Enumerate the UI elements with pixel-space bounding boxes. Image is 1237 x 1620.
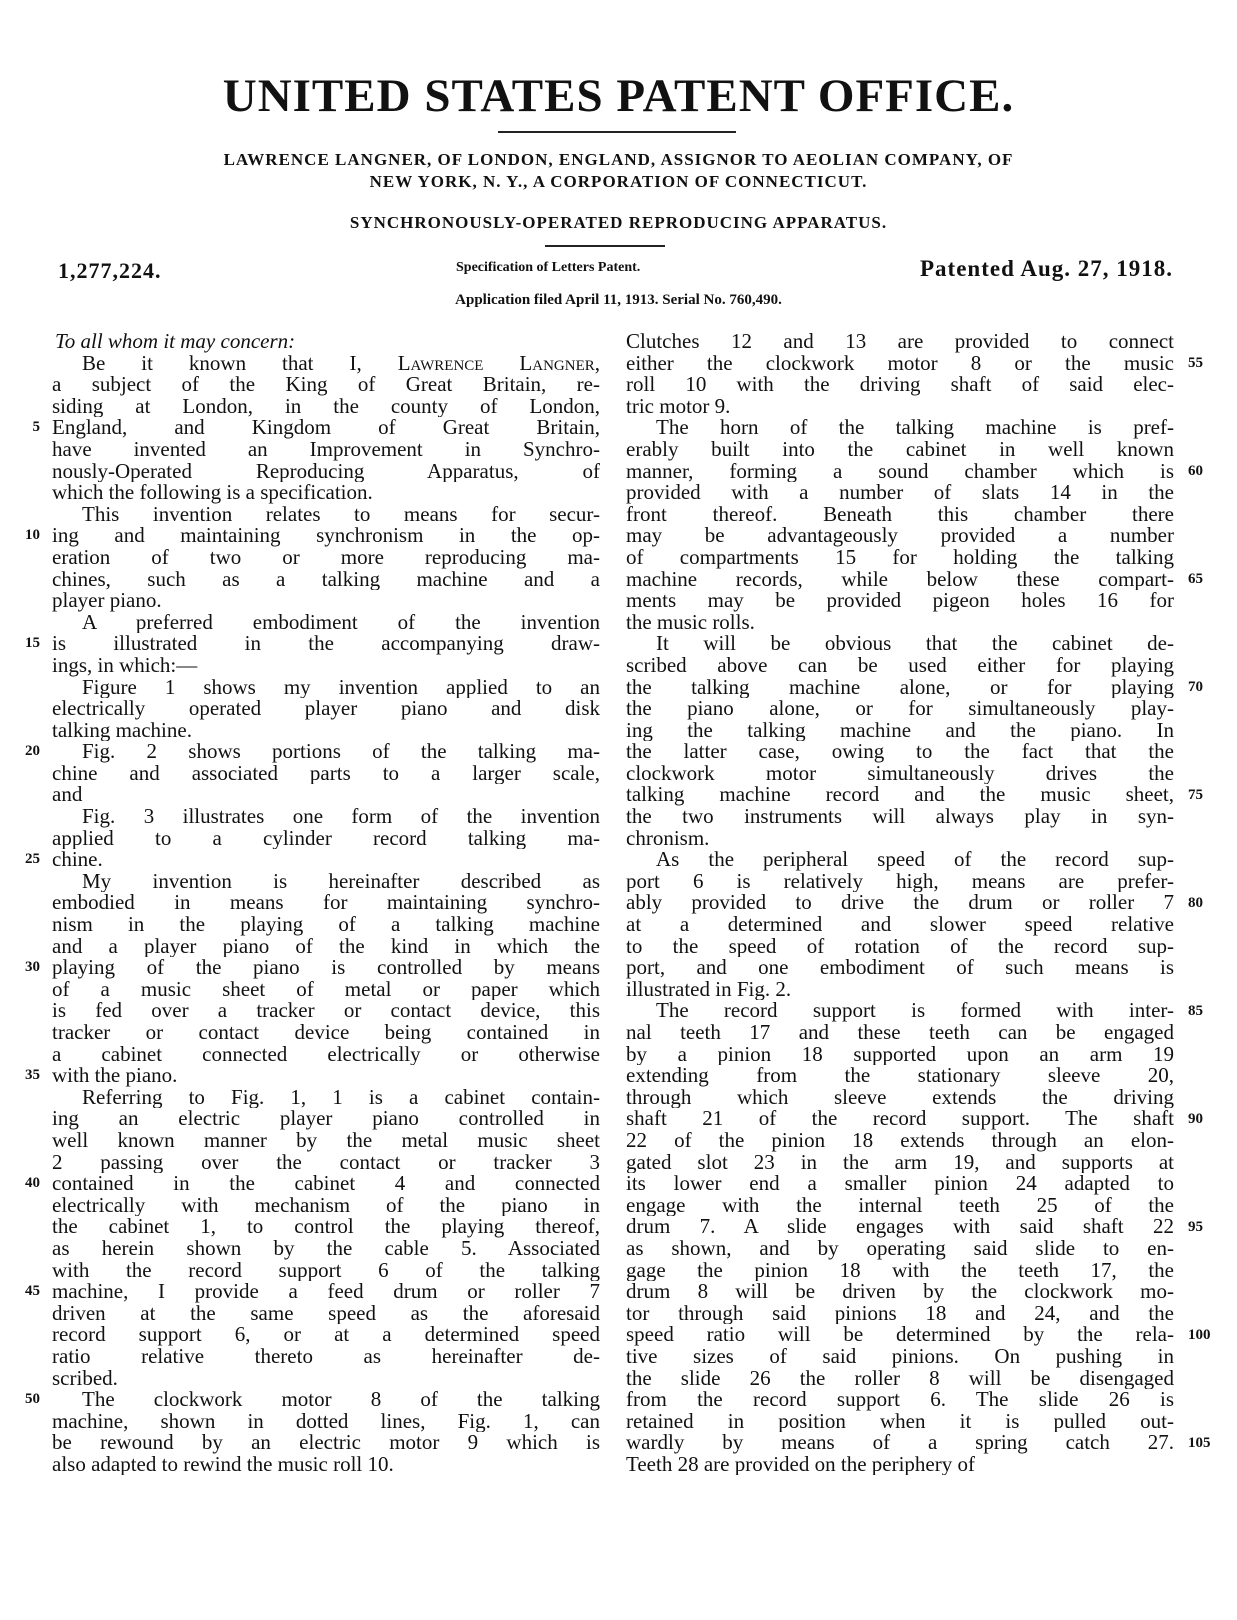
text-line: nal teeth 17 and these teeth can be engaged	[626, 1022, 1174, 1044]
line-number: 35	[25, 1067, 40, 1084]
text-line: illustrated in Fig. 2.	[626, 978, 792, 1001]
assignor-block	[60, 149, 1177, 193]
text-line: embodied in means for maintaining synchro-	[52, 892, 600, 915]
text-line: which the following is a specification.	[52, 482, 373, 504]
text-line: of a music sheet of metal or paper which	[52, 978, 600, 1001]
title-rule	[498, 131, 736, 133]
text-line: chines, such as a talking machine and a	[52, 568, 600, 591]
text-line: the talking machine alone, or for playing	[626, 676, 1174, 699]
text-line: the cabinet 1, to control the playing thereof,	[52, 1216, 600, 1238]
text-line: gated slot 23 in the arm 19, and supports at	[626, 1151, 1174, 1174]
text-line: applied to a cylinder record talking ma-	[52, 827, 600, 850]
text-line: have invented an Improvement in Synchro-	[52, 438, 600, 461]
text-line: shaft 21 of the record support. The shaft	[626, 1108, 1174, 1130]
text-line: Fig. 2 shows portions of the talking ma-	[82, 741, 600, 763]
specification-label: Specification of Letters Patent.	[456, 260, 641, 275]
text-line: tor through said pinions 18 and 24, and the	[626, 1302, 1174, 1325]
text-line: talking machine.	[52, 719, 192, 742]
text-line: machine, I provide a feed drum or roller 7	[52, 1281, 600, 1303]
text-line: The horn of the talking machine is pref-	[656, 417, 1174, 439]
text-line: either the clockwork motor 8 or the music	[626, 352, 1174, 375]
text-line: is illustrated in the accompanying draw-	[52, 633, 600, 655]
text-line: at a determined and slower speed relative	[626, 914, 1174, 936]
text-line: ing and maintaining synchronism in the op-	[52, 525, 600, 547]
text-line: its lower end a smaller pinion 24 adapted to	[626, 1173, 1174, 1195]
text-line: drum 7. A slide engages with said shaft 22	[626, 1216, 1174, 1238]
text-line: extending from the stationary sleeve 20,	[626, 1065, 1174, 1087]
line-number: 25	[25, 851, 40, 868]
text-line: contained in the cabinet 4 and connected	[52, 1173, 600, 1195]
text-line: a subject of the King of Great Britain, re-	[52, 374, 600, 396]
text-line: It will be obvious that the cabinet de-	[656, 633, 1174, 655]
text-line: This invention relates to means for secur-	[82, 503, 600, 526]
text-line: the slide 26 the roller 8 will be disengaged	[626, 1367, 1174, 1390]
text-line: to the speed of rotation of the record sup-	[626, 935, 1174, 958]
text-line: the piano alone, or for simultaneously play-	[626, 698, 1174, 720]
text-line: Referring to Fig. 1, 1 is a cabinet contain-	[82, 1086, 600, 1109]
text-line: eration of two or more reproducing ma-	[52, 546, 600, 569]
line-number: 5	[32, 419, 40, 436]
text-line: and a player piano of the kind in which the	[52, 935, 600, 958]
text-line: Be it known that I, Lawrence Langner,	[82, 352, 600, 375]
text-line: of compartments 15 for holding the talking	[626, 546, 1174, 569]
text-line: drum 8 will be driven by the clockwork mo-	[626, 1281, 1174, 1303]
text-line: talking machine record and the music sheet,	[626, 784, 1174, 807]
right-text-column	[626, 331, 1174, 1475]
text-line: Fig. 3 illustrates one form of the invention	[82, 806, 600, 828]
inventor-name: Lawrence Langner	[397, 352, 595, 375]
text-line: 22 of the pinion 18 extends through an elon-	[626, 1129, 1174, 1152]
text-line: Teeth 28 are provided on the periphery of	[626, 1453, 975, 1476]
text-line: driven at the same speed as the aforesaid	[52, 1302, 600, 1325]
text-line: ing an electric player piano controlled in	[52, 1108, 600, 1130]
application-info: Application filed April 11, 1913. Serial No. 760,490.	[455, 292, 782, 308]
line-number: 80	[1188, 894, 1203, 911]
text-line: chine and associated parts to a larger scale,	[52, 762, 600, 785]
text-line: tric motor 9.	[626, 395, 731, 418]
text-line: with the record support 6 of the talking	[52, 1259, 600, 1282]
text-line: playing of the piano is controlled by means	[52, 957, 600, 979]
text-line: the two instruments will always play in syn-	[626, 806, 1174, 828]
patent-number: 1,277,224.	[58, 258, 162, 283]
text-line: clockwork motor simultaneously drives the	[626, 762, 1174, 785]
line-number: 45	[25, 1283, 40, 1300]
text-line: gage the pinion 18 with the teeth 17, the	[626, 1259, 1174, 1282]
text-line: machine, shown in dotted lines, Fig. 1, can	[52, 1410, 600, 1433]
text-line: A preferred embodiment of the invention	[82, 611, 600, 634]
line-number: 65	[1188, 570, 1203, 587]
text-line: ing the talking machine and the piano. In	[626, 719, 1174, 742]
text-line: player piano.	[52, 590, 162, 612]
patented-date: Patented Aug. 27, 1918.	[920, 256, 1173, 281]
line-number: 50	[25, 1391, 40, 1408]
text-line: chronism.	[626, 827, 710, 850]
text-line: roll 10 with the driving shaft of said elec-	[626, 374, 1174, 396]
line-number: 95	[1188, 1218, 1203, 1235]
invention-title: SYNCHRONOUSLY-OPERATED REPRODUCING APPARATUS.	[349, 213, 888, 232]
text-line: by a pinion 18 supported upon an arm 19	[626, 1043, 1174, 1066]
text-line: ably provided to drive the drum or roller 7	[626, 892, 1174, 915]
text-line: scribed.	[52, 1367, 118, 1390]
line-number: 70	[1188, 678, 1203, 695]
left-text-column	[52, 331, 600, 1475]
line-number: 105	[1188, 1434, 1211, 1451]
text-line: tracker or contact device being contained in	[52, 1022, 600, 1044]
line-number: 60	[1188, 462, 1203, 479]
text-line: Figure 1 shows my invention applied to an	[82, 676, 600, 699]
line-number: 15	[25, 635, 40, 652]
text-line: through which sleeve extends the driving	[626, 1086, 1174, 1109]
text-line: erably built into the cabinet in well known	[626, 438, 1174, 461]
text-line: machine records, while below these compart-	[626, 568, 1174, 591]
text-line: The record support is formed with inter-	[656, 1000, 1174, 1022]
text-line: scribed above can be used either for playing	[626, 654, 1174, 677]
text-line: chine.	[52, 849, 103, 871]
text-line: as shown, and by operating said slide to en-	[626, 1237, 1174, 1260]
line-number: 40	[25, 1175, 40, 1192]
line-number: 20	[25, 743, 40, 760]
text-line: the latter case, owing to the fact that the	[626, 741, 1174, 763]
office-title: UNITED STATES PATENT OFFICE.	[222, 70, 1015, 122]
line-number: 10	[25, 527, 40, 544]
text-line: siding at London, in the county of London,	[52, 395, 600, 418]
text-line: ments may be provided pigeon holes 16 for	[626, 590, 1174, 612]
text-line: as herein shown by the cable 5. Associated	[52, 1237, 600, 1260]
assignor-line: LAWRENCE LANGNER, OF LONDON, ENGLAND, ASSIGNOR TO AEOLIAN COMPANY, OF	[223, 150, 1014, 169]
text-line: well known manner by the metal music sheet	[52, 1129, 600, 1152]
assignor-line: NEW YORK, N. Y., A CORPORATION OF CONNECTICUT.	[369, 172, 868, 191]
line-number: 100	[1188, 1326, 1211, 1343]
line-number: 30	[25, 959, 40, 976]
text-line: engage with the internal teeth 25 of the	[626, 1194, 1174, 1217]
text-line: is fed over a tracker or contact device, this	[52, 1000, 600, 1022]
line-number: 75	[1188, 786, 1203, 803]
text-line: speed ratio will be determined by the rela-	[626, 1324, 1174, 1346]
text-line: from the record support 6. The slide 26 is	[626, 1389, 1174, 1411]
text-line: To all whom it may concern:	[55, 331, 296, 353]
text-line: The clockwork motor 8 of the talking	[82, 1389, 600, 1411]
text-line: manner, forming a sound chamber which is	[626, 460, 1174, 483]
text-line: England, and Kingdom of Great Britain,	[52, 417, 600, 439]
text-line: electrically with mechanism of the piano in	[52, 1194, 600, 1217]
line-number: 55	[1188, 354, 1203, 371]
line-number: 90	[1188, 1110, 1203, 1127]
text-line: with the piano.	[52, 1065, 178, 1087]
invention-rule	[545, 245, 665, 247]
text-line: port 6 is relatively high, means are prefer-	[626, 870, 1174, 893]
text-line: a cabinet connected electrically or otherwise	[52, 1043, 600, 1066]
text-line: As the peripheral speed of the record sup-	[656, 849, 1174, 871]
text-line: retained in position when it is pulled out-	[626, 1410, 1174, 1433]
text-line: may be advantageously provided a number	[626, 525, 1174, 547]
text-line: be rewound by an electric motor 9 which is	[52, 1432, 600, 1454]
text-line: tive sizes of said pinions. On pushing in	[626, 1345, 1174, 1368]
text-line: electrically operated player piano and disk	[52, 698, 600, 720]
line-number: 85	[1188, 1002, 1203, 1019]
text-line: and	[52, 784, 83, 807]
text-line: record support 6, or at a determined speed	[52, 1324, 600, 1346]
text-line: Clutches 12 and 13 are provided to connect	[626, 331, 1174, 353]
text-line: nism in the playing of a talking machine	[52, 914, 600, 936]
text-line: wardly by means of a spring catch 27.	[626, 1432, 1174, 1454]
text-line: My invention is hereinafter described as	[82, 870, 600, 893]
text-line: provided with a number of slats 14 in the	[626, 482, 1174, 504]
text-line: ings, in which:—	[52, 654, 198, 677]
text-line: the music rolls.	[626, 611, 755, 634]
text-line: nously-Operated Reproducing Apparatus, of	[52, 460, 600, 483]
text-line: ratio relative thereto as hereinafter de-	[52, 1345, 600, 1368]
text-line: front thereof. Beneath this chamber there	[626, 503, 1174, 526]
text-line: also adapted to rewind the music roll 10.	[52, 1453, 394, 1476]
text-line: 2 passing over the contact or tracker 3	[52, 1151, 600, 1174]
text-line: port, and one embodiment of such means is	[626, 957, 1174, 979]
